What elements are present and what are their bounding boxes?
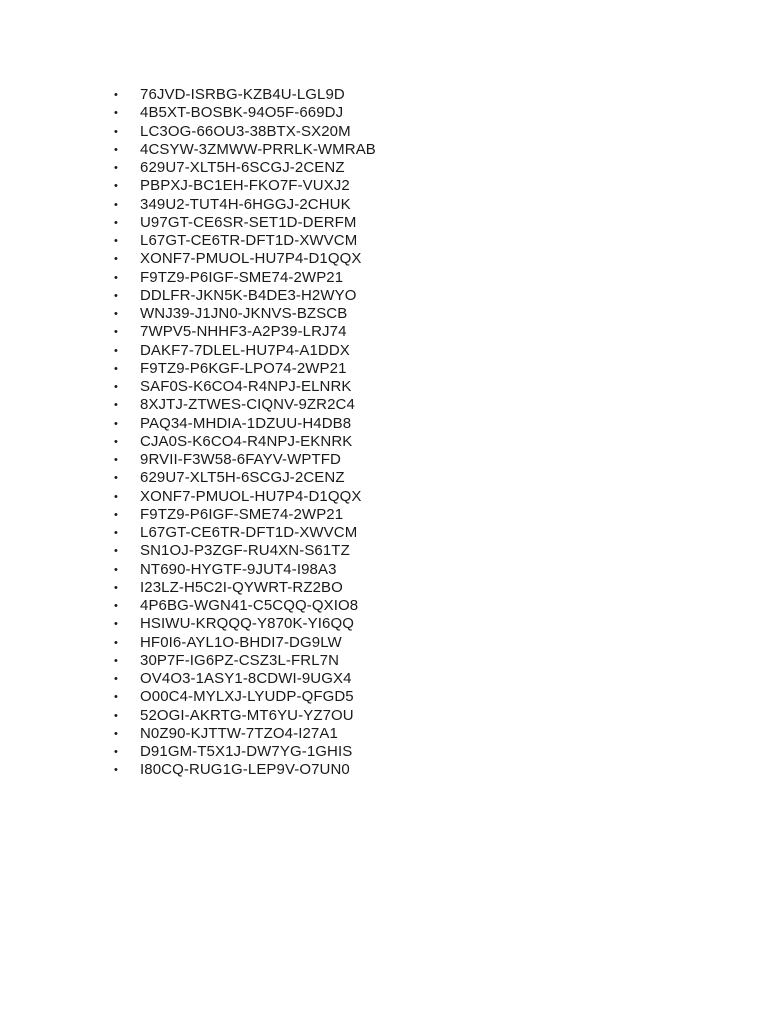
key-text: OV4O3-1ASY1-8CDWI-9UGX4 — [140, 670, 352, 687]
bullet-icon: • — [114, 344, 118, 357]
key-text: CJA0S-K6CO4-R4NPJ-EKNRK — [140, 432, 353, 450]
key-text: PBPXJ-BC1EH-FKO7F-VUXJ2 — [140, 177, 350, 195]
bullet-icon: • — [114, 198, 118, 211]
bullet-icon: • — [114, 527, 118, 539]
bullet-icon: • — [114, 271, 118, 284]
list-item — [112, 378, 376, 396]
bullet-icon: • — [114, 654, 118, 667]
list-item — [112, 159, 376, 177]
bullet-icon: • — [114, 289, 118, 302]
key-text: HSIWU-KRQQQ-Y870K-YI6QQ — [140, 615, 355, 633]
list-item — [112, 506, 376, 524]
key-text: 349U2-TUT4H-6HGGJ-2CHUK — [140, 195, 351, 213]
bullet-icon: • — [114, 563, 118, 576]
bullet-icon: • — [114, 162, 118, 174]
bullet-icon: • — [114, 326, 118, 339]
bullet-icon: • — [114, 581, 118, 594]
list-item — [112, 524, 376, 542]
bullet-icon: • — [114, 417, 118, 430]
list-item — [112, 323, 376, 341]
key-text: 7WPV5-NHHF3-A2P39-LRJ74 — [140, 323, 347, 341]
list-item — [112, 688, 376, 706]
key-text: F9TZ9-P6IGF-SME74-2WP21 — [140, 505, 344, 523]
key-text: 76JVD-ISRBG-KZB4U-LGL9D — [140, 86, 345, 103]
key-text: DDLFR-JKN5K-B4DE3-H2WYO — [140, 286, 357, 304]
bullet-icon: • — [114, 454, 118, 466]
key-text: U97GT-CE6SR-SET1D-DERFM — [140, 213, 357, 231]
key-text: F9TZ9-P6KGF-LPO74-2WP21 — [140, 359, 347, 377]
list-item — [112, 305, 376, 323]
list-item — [112, 597, 376, 615]
list-item — [112, 177, 376, 195]
key-text: SN1OJ-P3ZGF-RU4XN-S61TZ — [140, 542, 350, 560]
bullet-icon: • — [114, 545, 118, 558]
bullet-icon: • — [114, 764, 118, 777]
list-item — [112, 743, 376, 761]
list-item — [112, 250, 376, 268]
bullet-icon: • — [114, 381, 118, 393]
list-item — [112, 761, 376, 779]
list-item — [112, 615, 376, 633]
bullet-icon: • — [114, 253, 118, 266]
bullet-icon: • — [114, 235, 118, 247]
key-text: L67GT-CE6TR-DFT1D-XWVCM — [140, 232, 358, 249]
list-item — [112, 104, 376, 122]
list-item — [112, 141, 376, 159]
key-text: 30P7F-IG6PZ-CSZ3L-FRL7N — [140, 651, 340, 669]
key-text: 8XJTJ-ZTWES-CIQNV-9ZR2C4 — [140, 396, 355, 414]
key-text: N0Z90-KJTTW-7TZO4-I27A1 — [140, 724, 338, 742]
key-text: I23LZ-H5C2I-QYWRT-RZ2BO — [140, 578, 343, 596]
key-text: SAF0S-K6CO4-R4NPJ-ELNRK — [140, 378, 352, 395]
list-item — [112, 670, 376, 688]
list-item — [112, 488, 376, 506]
list-item — [112, 652, 376, 670]
key-text: 52OGI-AKRTG-MT6YU-YZ7OU — [140, 706, 354, 724]
key-text: 4P6BG-WGN41-C5CQQ-QXIO8 — [140, 597, 359, 614]
bullet-icon: • — [114, 618, 118, 631]
list-item — [112, 634, 376, 652]
list-item — [112, 86, 376, 104]
list-item — [112, 561, 376, 579]
key-text: 629U7-XLT5H-6SCGJ-2CENZ — [140, 469, 345, 487]
list-item — [112, 469, 376, 487]
key-text: PAQ34-MHDIA-1DZUU-H4DB8 — [140, 414, 352, 432]
key-text: WNJ39-J1JN0-JKNVS-BZSCB — [140, 305, 348, 322]
list-item — [112, 196, 376, 214]
bullet-icon: • — [114, 435, 118, 448]
list-item — [112, 433, 376, 451]
key-text: F9TZ9-P6IGF-SME74-2WP21 — [140, 268, 344, 286]
list-item — [112, 579, 376, 597]
key-text: XONF7-PMUOL-HU7P4-D1QQX — [140, 487, 362, 505]
key-text: HF0I6-AYL1O-BHDI7-DG9LW — [140, 633, 342, 651]
bullet-icon: • — [114, 89, 118, 101]
key-list — [112, 86, 376, 780]
bullet-icon: • — [114, 143, 118, 156]
list-item — [112, 287, 376, 305]
list-item — [112, 415, 376, 433]
bullet-icon: • — [114, 362, 118, 375]
bullet-icon: • — [114, 673, 118, 685]
key-text: 9RVII-F3W58-6FAYV-WPTFD — [140, 451, 341, 468]
bullet-icon: • — [114, 490, 118, 503]
bullet-icon: • — [114, 691, 118, 704]
key-text: 629U7-XLT5H-6SCGJ-2CENZ — [140, 159, 345, 176]
key-text: 4CSYW-3ZMWW-PRRLK-WMRAB — [140, 140, 376, 158]
bullet-icon: • — [114, 508, 118, 521]
key-text: LC3OG-66OU3-38BTX-SX20M — [140, 122, 351, 140]
bullet-icon: • — [114, 600, 118, 612]
bullet-icon: • — [114, 216, 118, 229]
bullet-icon: • — [114, 180, 118, 193]
key-text: 4B5XT-BOSBK-94O5F-669DJ — [140, 104, 344, 122]
bullet-icon: • — [114, 399, 118, 412]
key-text: D91GM-T5X1J-DW7YG-1GHIS — [140, 743, 353, 760]
list-item — [112, 232, 376, 250]
bullet-icon: • — [114, 107, 118, 120]
list-item — [112, 707, 376, 725]
list-item — [112, 123, 376, 141]
list-item — [112, 451, 376, 469]
bullet-icon: • — [114, 746, 118, 758]
key-text: XONF7-PMUOL-HU7P4-D1QQX — [140, 250, 362, 268]
bullet-icon: • — [114, 472, 118, 485]
list-item — [112, 269, 376, 287]
list-item — [112, 214, 376, 232]
bullet-icon: • — [114, 727, 118, 740]
key-text: DAKF7-7DLEL-HU7P4-A1DDX — [140, 341, 350, 359]
bullet-icon: • — [114, 709, 118, 722]
list-item — [112, 542, 376, 560]
key-text: NT690-HYGTF-9JUT4-I98A3 — [140, 560, 337, 578]
list-item — [112, 360, 376, 378]
key-text: O00C4-MYLXJ-LYUDP-QFGD5 — [140, 688, 354, 706]
key-text: I80CQ-RUG1G-LEP9V-O7UN0 — [140, 761, 350, 779]
bullet-icon: • — [114, 636, 118, 649]
bullet-icon: • — [114, 125, 118, 138]
list-item — [112, 342, 376, 360]
list-item — [112, 396, 376, 414]
list-item — [112, 725, 376, 743]
key-text: L67GT-CE6TR-DFT1D-XWVCM — [140, 524, 358, 541]
bullet-icon: • — [114, 308, 118, 320]
